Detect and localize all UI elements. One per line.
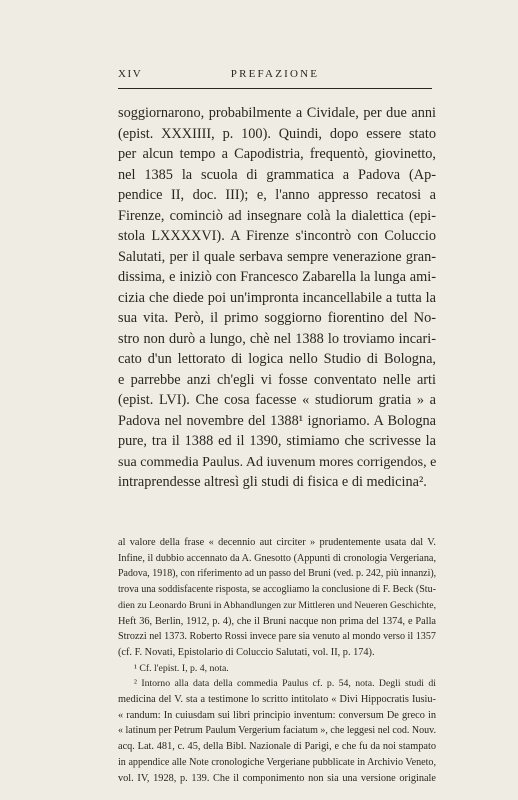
text-line: per alcun tempo a Capodistria, frequentò, giovinetto, xyxy=(118,146,436,162)
header-rule xyxy=(118,88,432,89)
footnote-line: Padova, 1918), con riferimento ad un passo del Bruni (ved. p. 242, più innanzi), xyxy=(118,568,437,580)
footnote-line: Infine, il dubbio accennato da A. Gnesotto (Appunti di cronologia Vergeriana, xyxy=(118,552,436,564)
running-head xyxy=(118,68,432,84)
footnote-line: al valore della frase « decennio aut circiter » prudentemente usata dal V. xyxy=(118,537,436,548)
text-line: cato d'un lettorato di logica nello Studio di Bologna, xyxy=(118,351,436,367)
text-line: pendice II, doc. III); e, l'anno appresso recatosi a xyxy=(118,187,436,203)
text-line: dissima, e iniziò con Francesco Zabarella la lunga ami- xyxy=(118,269,436,285)
text-line: (epist. XXXIIII, p. 100). Quindi, dopo essere stato xyxy=(118,125,436,142)
footnotes xyxy=(118,535,436,786)
text-line: Padova nel novembre del 1388¹ ignoriamo. A Bologna xyxy=(118,412,436,429)
footnote-line: « randum: In cuiusdam sui libri principio inventum: conversum De greco in xyxy=(118,709,436,721)
text-line: sua vita. Però, il primo soggiorno fiorentino del No- xyxy=(118,310,436,326)
running-title: PREFAZIONE xyxy=(230,68,320,80)
text-line: cizia che diede poi un'impronta incancellabile a tutta la xyxy=(118,289,436,306)
text-line: pure, tra il 1388 ed il 1390, stimiamo che scrivesse la xyxy=(118,433,436,449)
footnote-1: ¹ Cf. l'epist. I, p. 4, nota. xyxy=(134,662,229,674)
footnote-line: in appendice alle Note cronologiche Vergeriane pubblicate in Archivio Veneto, xyxy=(118,756,436,768)
footnote-line: trova una soddisfacente risposta, se accogliamo la conclusione di F. Beck (Stu- xyxy=(118,584,436,596)
footnote-line: Heft 36, Berlin, 1912, p. 4), che il Bruni nacque non prima del 1374, e Palla xyxy=(118,615,436,627)
text-line: Firenze, cominciò ad insegnare colà la dialettica (epi- xyxy=(118,207,436,224)
text-line: stro non durò a lungo, chè nel 1388 lo troviamo incari- xyxy=(118,330,436,347)
main-text xyxy=(118,103,436,493)
footnote-line: vol. IV, 1928, p. 139. Che il componimento non sia una versione originale xyxy=(118,772,436,784)
text-line: stola LXXXXVI). A Firenze s'incontrò con Coluccio xyxy=(118,228,436,244)
text-line: sua commedia Paulus. Ad iuvenum mores corrigendos, e xyxy=(118,453,437,470)
footnote-line: dien zu Leonardo Bruni in Abhandlungen zur Mittleren und Neueren Geschichte, xyxy=(118,599,437,611)
footnote-line: « latinum per Petrum Paulum Vergerium faciatum », che leggesi nel cod. Nouv. xyxy=(118,725,437,737)
footnote-line: (cf. F. Novati, Epistolario di Coluccio Salutati, vol. II, p. 174). xyxy=(118,646,375,658)
text-line: nel 1385 la scuola di grammatica a Padova (Ap- xyxy=(118,166,436,183)
footnote-line: medicina del V. sta a testimone lo scritto intitolato « Divi Hippocratis Iusiu- xyxy=(118,694,436,706)
page-number: XIV xyxy=(118,68,143,80)
footnote-2: ² Intorno alla data della commedia Paulus cf. p. 54, nota. Degli studi di xyxy=(134,678,436,690)
footnote-line: acq. Lat. 481, c. 45, della Bibl. Nazionale di Parigi, e che fu da noi stampato xyxy=(118,741,436,753)
text-line: (epist. LVI). Che cosa facesse « studiorum gratia » a xyxy=(118,392,436,408)
text-line: soggiornarono, probabilmente a Cividale, per due anni xyxy=(118,105,436,121)
text-line: e parrebbe anzi ch'egli vi fosse conventato nelle arti xyxy=(118,371,436,388)
text-line: intraprendesse altresì gli studi di fisica e di medicina². xyxy=(118,474,427,490)
text-line: Salutati, per il quale serbava sempre venerazione gran- xyxy=(118,248,436,265)
footnote-line: Strozzi nel 1373. Roberto Rossi invece pare sia venuto al mondo verso il 1357 xyxy=(118,631,436,643)
